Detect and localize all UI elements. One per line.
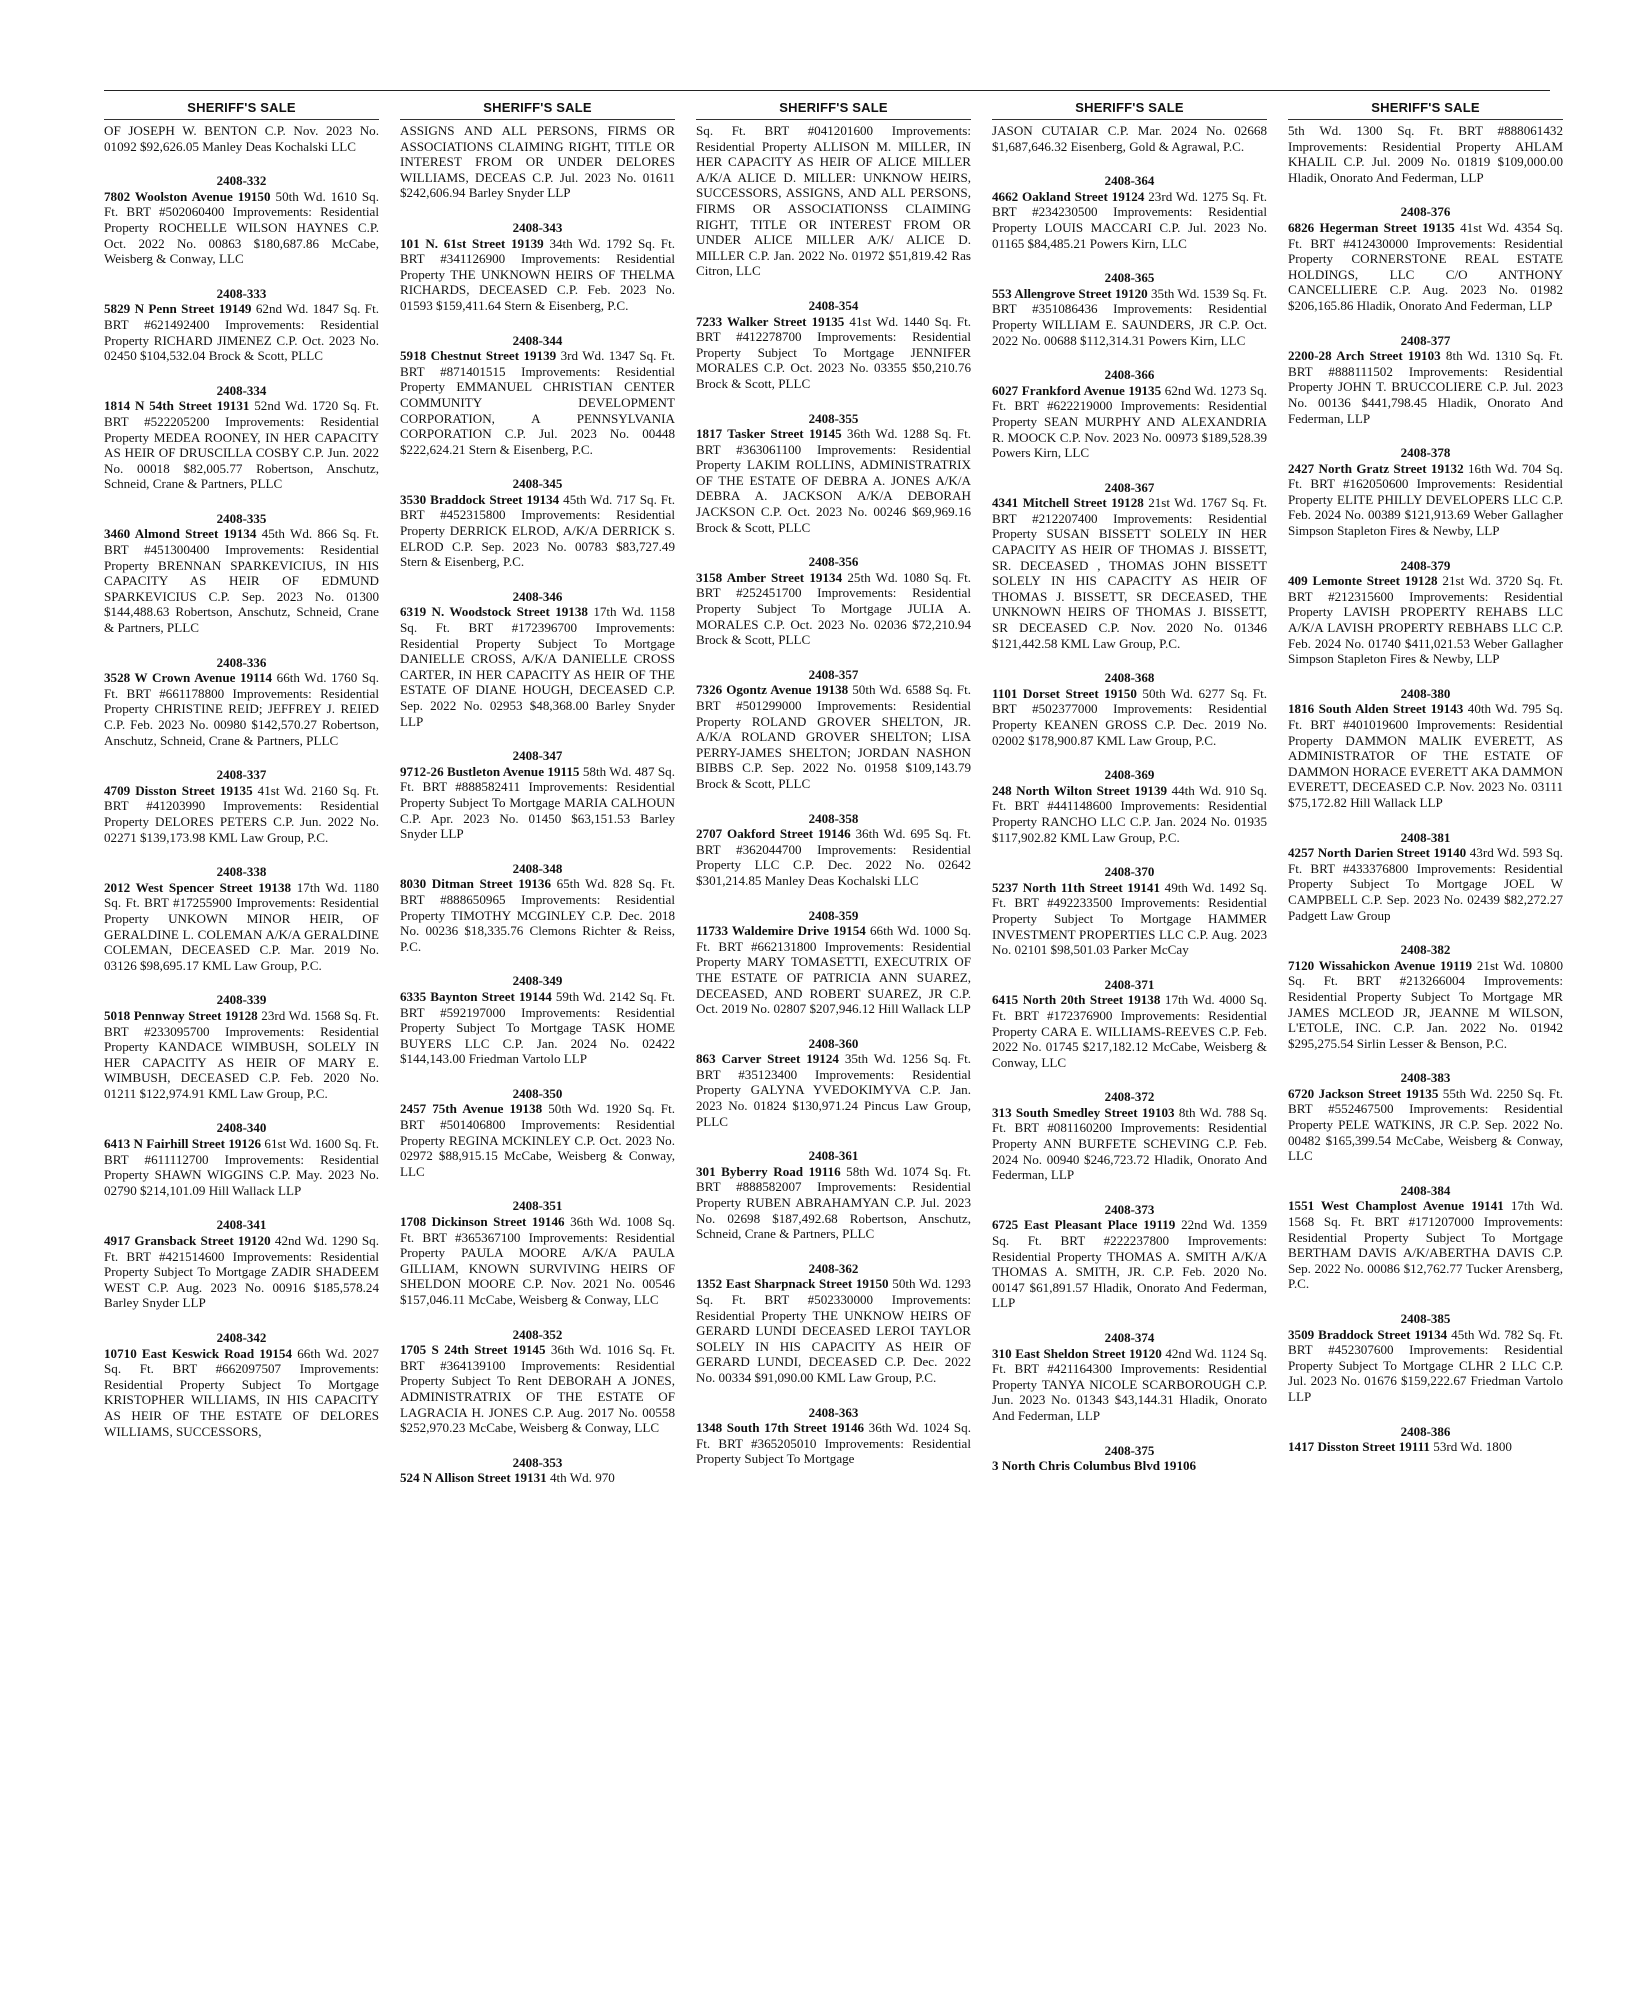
listing-body <box>696 1051 971 1129</box>
listing-details: 50th Wd. 1293 Sq. Ft. BRT #502330000 Improvements: Residential Property THE UNKNOW HEIRS OF GERARD LUNDI DECEASED LEROI TAYLOR SOLELY IN HIS CAPACITY AS HEIR OF GERARD LUNDI, DECEASED C.P. Dec. 2022 No. 00334 $91,090.00 KML Law Group, P.C. <box>696 1276 971 1385</box>
listing-body <box>400 764 675 842</box>
sale-listing <box>400 973 675 1067</box>
listing-details: 66th Wd. 1000 Sq. Ft. BRT #662131800 Improvements: Residential Property MARY TOMASETTI, EXECUTRIX OF THE ESTATE OF PATRICIA ANN SUAREZ, DECEASED, AND ROBERT SUAREZ, JR C.P. Oct. 2019 No. 02807 $207,946.12 Hill Wallack LLP <box>696 923 971 1017</box>
property-address: 4709 Disston Street 19135 <box>104 782 253 798</box>
listing-body <box>104 189 379 267</box>
top-rule <box>104 90 1550 91</box>
listing-body <box>696 1164 971 1242</box>
listing-number: 2408-343 <box>512 219 563 235</box>
sale-listing <box>104 511 379 636</box>
listing-details: 58th Wd. 1074 Sq. Ft. BRT #888582007 Improvements: Residential Property RUBEN ABRAHAMYAN C.P. Jul. 2023 No. 02698 $187,492.68 Robertson, Anschutz, Schneid, Crane & Partners, PLLC <box>696 1163 971 1242</box>
listing-number: 2408-354 <box>808 297 859 313</box>
listing-number: 2408-362 <box>808 1260 859 1276</box>
property-address: 7802 Woolston Avenue 19150 <box>104 188 271 204</box>
property-address: 2427 North Gratz Street 19132 <box>1288 460 1464 476</box>
listing-number: 2408-344 <box>512 332 563 348</box>
listing-details: 62nd Wd. 1847 Sq. Ft. BRT #621492400 Improvements: Residential Property RICHARD JIMENEZ C.P. Oct. 2023 No. 02450 $104,532.04 Brock & Scott, PLLC <box>104 301 379 364</box>
listing-details: 25th Wd. 1080 Sq. Ft. BRT #252451700 Improvements: Residential Property Subject To Mortgage JULIA A. MORALES C.P. Oct. 2023 No. 02036 $72,210.94 Brock & Scott, PLLC <box>696 569 971 648</box>
property-address: 7233 Walker Street 19135 <box>696 313 845 329</box>
sale-listing <box>992 1089 1267 1183</box>
sale-listing <box>104 767 379 845</box>
listing-details: 42nd Wd. 1124 Sq. Ft. BRT #421164300 Improvements: Residential Property TANYA NICOLE SCARBOROUGH C.P. Jun. 2023 No. 01343 $43,144.31 Hladik, Onorato And Federman, LLP <box>992 1345 1267 1423</box>
sale-listing <box>992 767 1267 845</box>
listing-details: 59th Wd. 2142 Sq. Ft. BRT #592197000 Improvements: Residential Property Subject To Mortgage TASK HOME BUYERS LLC C.P. Jan. 2024 No. 02422 $144,143.00 Friedman Vartolo LLP <box>400 988 675 1067</box>
sale-listing <box>696 1148 971 1242</box>
listing-number: 2408-364 <box>1104 173 1155 189</box>
listing-body <box>104 783 379 845</box>
sale-listing <box>400 1327 675 1436</box>
sale-listing <box>992 864 1267 958</box>
property-address: 6413 N Fairhill Street 19126 <box>104 1136 262 1152</box>
continued-text: 5th Wd. 1300 Sq. Ft. BRT #888061432 Improvements: Residential Property AHLAM KHALIL C.P. Jul. 2009 No. 01819 $109,000.00 Hladik, Onorato And Federman, LLP <box>1288 123 1563 185</box>
property-address: 1705 S 24th Street 19145 <box>400 1342 546 1358</box>
listing-body <box>1288 845 1563 923</box>
listing-body <box>1288 701 1563 810</box>
listing-number: 2408-333 <box>216 285 267 301</box>
sale-listing <box>104 1120 379 1198</box>
listing-body <box>400 1470 675 1486</box>
listing-number: 2408-381 <box>1400 829 1451 845</box>
continued-text: JASON CUTAIAR C.P. Mar. 2024 No. 02668 $1,687,646.32 Eisenberg, Gold & Agrawal, P.C. <box>992 123 1267 154</box>
column-5 <box>1288 100 1563 1980</box>
listing-body <box>696 570 971 648</box>
listing-details: 42nd Wd. 1290 Sq. Ft. BRT #421514600 Improvements: Residential Property Subject To Mortgage ZADIR SHADEEM WEST C.P. Aug. 2023 No. 00916 $185,578.24 Barley Snyder LLP <box>104 1233 379 1311</box>
property-address: 313 South Smedley Street 19103 <box>992 1104 1175 1120</box>
listing-number: 2408-379 <box>1400 557 1451 573</box>
listing-number: 2408-335 <box>216 510 267 526</box>
listing-number: 2408-376 <box>1400 204 1451 220</box>
listing-number: 2408-353 <box>512 1454 563 1470</box>
listing-number: 2408-345 <box>512 476 563 492</box>
sale-listing <box>992 670 1267 748</box>
property-address: 101 N. 61st Street 19139 <box>400 235 544 251</box>
listing-number: 2408-368 <box>1104 670 1155 686</box>
listing-number: 2408-356 <box>808 554 859 570</box>
listing-number: 2408-352 <box>512 1326 563 1342</box>
sale-listing <box>696 1405 971 1467</box>
listing-number: 2408-371 <box>1104 976 1155 992</box>
listing-number: 2408-375 <box>1104 1442 1155 1458</box>
property-address: 2457 75th Avenue 19138 <box>400 1101 543 1117</box>
listing-body <box>992 189 1267 251</box>
listing-body <box>992 992 1267 1070</box>
column-4 <box>992 100 1267 1980</box>
listing-body <box>696 426 971 535</box>
column-header: SHERIFF'S SALE <box>1288 100 1563 120</box>
listing-number: 2408-373 <box>1104 1201 1155 1217</box>
listing-number: 2408-349 <box>512 973 563 989</box>
listing-details: 34th Wd. 1792 Sq. Ft. BRT #341126900 Improvements: Residential Property THE UNKNOWN HEIRS OF THELMA RICHARDS, DECEASED C.P. Feb. 2023 No. 01593 $159,411.64 Stern & Eisenberg, P.C. <box>400 235 675 313</box>
sale-listing <box>1288 1424 1563 1455</box>
column-body <box>696 123 971 1467</box>
listing-body <box>696 1276 971 1385</box>
listing-details: 36th Wd. 1024 Sq. Ft. BRT #365205010 Improvements: Residential Property Subject To Mortgage <box>696 1420 971 1467</box>
listing-details: 50th Wd. 1610 Sq. Ft. BRT #502060400 Improvements: Residential Property ROCHELLE WILSON HAYNES C.P. Oct. 2022 No. 00863 $180,687.86 McCabe, Weisberg & Conway, LLC <box>104 188 379 267</box>
listing-body <box>992 383 1267 461</box>
property-address: 2707 Oakford Street 19146 <box>696 826 851 842</box>
listing-number: 2408-372 <box>1104 1089 1155 1105</box>
listing-number: 2408-386 <box>1400 1423 1451 1439</box>
sale-listing <box>992 1202 1267 1311</box>
sale-listing <box>992 173 1267 251</box>
listing-body <box>1288 348 1563 426</box>
listing-number: 2408-384 <box>1400 1182 1451 1198</box>
listing-details: 17th Wd. 1158 Sq. Ft. BRT #172396700 Improvements: Residential Property Subject To Mortgage DANIELLE CROSS, A/K/A DANIELLE CROSS CARTER, IN HER CAPACITY AS HEIR OF THE ESTATE OF DIANE HOUGH, DECEASED C.P. Sep. 2022 No. 02953 $48,368.00 Barley Snyder LLP <box>400 604 675 729</box>
property-address: 4917 Gransback Street 19120 <box>104 1233 271 1249</box>
property-address: 6319 N. Woodstock Street 19138 <box>400 604 588 620</box>
property-address: 1551 West Champlost Avenue 19141 <box>1288 1198 1504 1214</box>
listing-details: 21st Wd. 1767 Sq. Ft. BRT #212207400 Improvements: Residential Property SUSAN BISSETT SOLELY IN HER CAPACITY AS HEIR OF THOMAS J. BISSETT, SR. DECEASED , THOMAS JOHN BISSETT SOLELY IN HIS CAPACITY AS HEIR OF THOMAS J. BISSETT, SR DECEASED, THE UNKNOWN HEIRS OF THOMAS J. BISSETT, SR DECEASED C.P. Nov. 2020 No. 01346 $121,442.58 KML Law Group, P.C. <box>992 495 1267 651</box>
listing-details: 23rd Wd. 1275 Sq. Ft. BRT #234230500 Improvements: Residential Property LOUIS MACCARI C.P. Jul. 2023 No. 01165 $84,485.21 Powers Kirn, LLC <box>992 188 1267 251</box>
column-header: SHERIFF'S SALE <box>400 100 675 120</box>
sale-listing <box>400 220 675 314</box>
property-address: 3509 Braddock Street 19134 <box>1288 1326 1448 1342</box>
property-address: 3 North Chris Columbus Blvd 19106 <box>992 1458 1197 1474</box>
continued-text: Sq. Ft. BRT #041201600 Improvements: Residential Property ALLISON M. MILLER, IN HER CAPACITY AS HEIR OF ALICE MILLER A/K/A ALICE D. MILLER: UNKNOW HEIRS, SUCCESSORS, ASSIGNS, AND ALL PERSONS, FIRMS OR ASSOCIATIONSS CLAIMING RIGHT, TITLE OR INTEREST FROM OR UNDER ALICE MILLER A/K/ ALICE D. MILLER C.P. Jan. 2022 No. 01972 $51,819.42 Ras Citron, LLC <box>696 123 971 279</box>
listing-body <box>400 236 675 314</box>
listing-details: 22nd Wd. 1359 Sq. Ft. BRT #222237800 Improvements: Residential Property THOMAS A. SMITH A/K/A THOMAS A. SMITH, JR. C.P. Feb. 2020 No. 00147 $61,891.57 Hladik, Onorato And Federman, LLP <box>992 1217 1267 1311</box>
listing-body <box>104 1233 379 1311</box>
listing-body <box>696 923 971 1017</box>
listing-body <box>400 348 675 457</box>
property-address: 11733 Waldemire Drive 19154 <box>696 923 866 939</box>
listing-details: 65th Wd. 828 Sq. Ft. BRT #888650965 Improvements: Residential Property TIMOTHY MCGINLEY C.P. Dec. 2018 No. 00236 $18,335.76 Clemons Richter & Reiss, P.C. <box>400 876 675 954</box>
sale-listing <box>104 864 379 973</box>
listing-body <box>400 876 675 954</box>
listing-body <box>104 526 379 635</box>
property-address: 301 Byberry Road 19116 <box>696 1163 841 1179</box>
sale-listing <box>1288 1070 1563 1164</box>
sale-listing <box>104 383 379 492</box>
listing-body <box>400 604 675 729</box>
listing-number: 2408-367 <box>1104 479 1155 495</box>
listing-details: 17th Wd. 1568 Sq. Ft. BRT #171207000 Improvements: Residential Property Subject To Mortgage BERTHAM DAVIS A/K/ABERTHA DAVIS C.P. Sep. 2022 No. 00086 $12,762.77 Tucker Arensberg, P.C. <box>1288 1198 1563 1292</box>
sale-listing <box>400 1198 675 1307</box>
listing-number: 2408-346 <box>512 588 563 604</box>
property-address: 1352 East Sharpnack Street 19150 <box>696 1276 889 1292</box>
sale-listing <box>400 1086 675 1180</box>
listing-number: 2408-340 <box>216 1120 267 1136</box>
property-address: 4662 Oakland Street 19124 <box>992 188 1145 204</box>
listing-number: 2408-359 <box>808 907 859 923</box>
listing-number: 2408-338 <box>216 864 267 880</box>
listing-details: 50th Wd. 6277 Sq. Ft. BRT #502377000 Improvements: Residential Property KEANEN GROSS C.P. Dec. 2019 No. 02002 $178,900.87 KML Law Group, P.C. <box>992 685 1267 748</box>
listing-body <box>1288 1198 1563 1292</box>
property-address: 1101 Dorset Street 19150 <box>992 685 1137 701</box>
listing-number: 2408-361 <box>808 1148 859 1164</box>
listing-details: 50th Wd. 1920 Sq. Ft. BRT #501406800 Improvements: Residential Property REGINA MCKINLEY C.P. Oct. 2023 No. 02972 $88,915.15 McCabe, Weisberg & Conway, LLC <box>400 1101 675 1179</box>
listing-number: 2408-337 <box>216 767 267 783</box>
sale-listing <box>696 1261 971 1386</box>
listing-number: 2408-350 <box>512 1085 563 1101</box>
listing-body <box>400 1214 675 1308</box>
column-body <box>400 123 675 1486</box>
listing-details: 61st Wd. 1600 Sq. Ft. BRT #611112700 Improvements: Residential Property SHAWN WIGGINS C.P. May. 2023 No. 02790 $214,101.09 Hill Wallack LLP <box>104 1136 379 1198</box>
listing-body <box>992 686 1267 748</box>
listing-details: 62nd Wd. 1273 Sq. Ft. BRT #622219000 Improvements: Residential Property SEAN MURPHY AND ALEXANDRIA R. MOOCK C.P. Nov. 2023 No. 00973 $189,528.39 Powers Kirn, LLC <box>992 382 1267 461</box>
listing-body <box>104 1008 379 1102</box>
sale-listing <box>696 908 971 1017</box>
listing-number: 2408-378 <box>1400 445 1451 461</box>
column-header: SHERIFF'S SALE <box>104 100 379 120</box>
listing-number: 2408-336 <box>216 654 267 670</box>
listing-details: 35th Wd. 1256 Sq. Ft. BRT #35123400 Improvements: Residential Property GALYNA YVEDOKIMYVA C.P. Jan. 2023 No. 01824 $130,971.24 Pincus Law Group, PLLC <box>696 1051 971 1129</box>
sale-listing <box>1288 445 1563 539</box>
listing-body <box>400 989 675 1067</box>
listing-number: 2408-365 <box>1104 270 1155 286</box>
property-address: 2200-28 Arch Street 19103 <box>1288 348 1441 364</box>
listing-number: 2408-341 <box>216 1217 267 1233</box>
sale-listing <box>1288 830 1563 924</box>
property-address: 1417 Disston Street 19111 <box>1288 1439 1430 1455</box>
property-address: 310 East Sheldon Street 19120 <box>992 1345 1162 1361</box>
listing-body <box>104 880 379 974</box>
listing-body <box>1288 220 1563 314</box>
listing-number: 2408-334 <box>216 382 267 398</box>
sale-listing <box>400 748 675 842</box>
sale-listing <box>104 992 379 1101</box>
sale-listing <box>992 480 1267 652</box>
property-address: 3460 Almond Street 19134 <box>104 526 257 542</box>
column-body <box>104 123 379 1439</box>
property-address: 863 Carver Street 19124 <box>696 1051 839 1067</box>
listing-details: 21st Wd. 10800 Sq. Ft. BRT #213266004 Improvements: Residential Property Subject To Mortgage MR JAMES MCLEOD JR, JEANNE M WILSON, L'ETOLE, INC. C.P. Jan. 2022 No. 01942 $295,275.54 Sirlin Lesser & Benson, P.C. <box>1288 957 1563 1051</box>
sale-listing <box>696 667 971 792</box>
listing-details: 66th Wd. 2027 Sq. Ft. BRT #662097507 Improvements: Residential Property Subject To Mortgage KRISTOPHER WILLIAMS, IN HIS CAPACITY AS HEIR OF THE ESTATE OF DELORES WILLIAMS, SUCCESSORS, <box>104 1345 379 1439</box>
property-address: 409 Lemonte Street 19128 <box>1288 573 1438 589</box>
listing-details: 36th Wd. 1016 Sq. Ft. BRT #364139100 Improvements: Residential Property Subject To Rent DEBORAH A JONES, ADMINISTRATRIX OF THE ESTATE OF LAGRACIA H. JONES C.P. Aug. 2017 No. 00558 $252,970.23 McCabe, Weisberg & Conway, LLC <box>400 1342 675 1436</box>
listing-body <box>992 783 1267 845</box>
listing-details: 16th Wd. 704 Sq. Ft. BRT #162050600 Improvements: Residential Property ELITE PHILLY DEVELOPERS LLC C.P. Feb. 2024 No. 00389 $121,913.69 Weber Gallagher Simpson Stapleton Fires & Newby, LLP <box>1288 460 1563 539</box>
property-address: 6720 Jackson Street 19135 <box>1288 1085 1439 1101</box>
sale-listing <box>400 1455 675 1486</box>
listing-body <box>1288 461 1563 539</box>
property-address: 7326 Ogontz Avenue 19138 <box>696 682 849 698</box>
listing-number: 2408-369 <box>1104 767 1155 783</box>
listing-body <box>400 1101 675 1179</box>
listing-body <box>1288 958 1563 1052</box>
listing-details: 45th Wd. 782 Sq. Ft. BRT #452307600 Improvements: Residential Property Subject To Mortgage CLHR 2 LLC C.P. Jul. 2023 No. 01676 $159,222.67 Friedman Vartolo LLP <box>1288 1326 1563 1404</box>
property-address: 3158 Amber Street 19134 <box>696 569 843 585</box>
listing-body <box>992 1458 1267 1474</box>
sale-listing <box>696 411 971 536</box>
property-address: 5918 Chestnut Street 19139 <box>400 348 557 364</box>
listing-body <box>104 1346 379 1440</box>
sale-listing <box>1288 1183 1563 1292</box>
listing-body <box>1288 1439 1563 1455</box>
property-address: 4257 North Darien Street 19140 <box>1288 845 1467 861</box>
listing-number: 2408-347 <box>512 748 563 764</box>
column-body <box>992 123 1267 1474</box>
listing-body <box>992 1105 1267 1183</box>
listing-details: 3rd Wd. 1347 Sq. Ft. BRT #871401515 Improvements: Residential Property EMMANUEL CHRISTIAN CENTER COMMUNITY DEVELOPMENT CORPORATION, A PENNSYLVANIA CORPORATION C.P. Jul. 2023 No. 00448 $222,624.21 Stern & Eisenberg, P.C. <box>400 348 675 457</box>
property-address: 6826 Hegerman Street 19135 <box>1288 219 1455 235</box>
listing-details: 49th Wd. 1492 Sq. Ft. BRT #492233500 Improvements: Residential Property Subject To Mortgage HAMMER INVESTMENT PROPERTIES LLC C.P. Aug. 2023 No. 02101 $98,501.03 Parker McCay <box>992 879 1267 958</box>
listing-number: 2408-342 <box>216 1330 267 1345</box>
listing-number: 2408-360 <box>808 1035 859 1051</box>
listing-number: 2408-366 <box>1104 367 1155 383</box>
property-address: 7120 Wissahickon Avenue 19119 <box>1288 957 1473 973</box>
listing-details: 17th Wd. 1180 Sq. Ft. BRT #17255900 Improvements: Residential Property UNKOWN MINOR HEIR, OF GERALDINE L. COLEMAN A/K/A GERALDINE COLEMAN, DECEASED C.P. Mar. 2019 No. 03126 $98,695.17 KML Law Group, P.C. <box>104 879 379 973</box>
listing-details: 21st Wd. 3720 Sq. Ft. BRT #212315600 Improvements: Residential Property LAVISH PROPERTY REHABS LLC A/K/A LAVISH PROPERTY REBHABS LLC C.P. Feb. 2024 No. 01740 $411,021.53 Weber Gallagher Simpson Stapleton Fires & Newby, LLP <box>1288 573 1563 667</box>
continued-text: OF JOSEPH W. BENTON C.P. Nov. 2023 No. 01092 $92,626.05 Manley Deas Kochalski LLC <box>104 123 379 154</box>
listing-details: 23rd Wd. 1568 Sq. Ft. BRT #233095700 Improvements: Residential Property KANDACE WIMBUSH, SOLELY IN HER CAPACITY AS HEIR OF MARY E. WIMBUSH, DECEASED C.P. Feb. 2020 No. 01211 $122,974.91 KML Law Group, P.C. <box>104 1007 379 1101</box>
listing-number: 2408-377 <box>1400 332 1451 348</box>
property-address: 10710 East Keswick Road 19154 <box>104 1345 293 1361</box>
column-header: SHERIFF'S SALE <box>992 100 1267 120</box>
sale-listing <box>104 173 379 267</box>
listing-details: 50th Wd. 6588 Sq. Ft. BRT #501299000 Improvements: Residential Property ROLAND GROVER SHELTON, JR. A/K/A ROLAND GROVER SHELTON; LISA PERRY-JAMES SHELTON; JORDAN NASHON BIBBS C.P. Sep. 2022 No. 01958 $109,143.79 Brock & Scott, PLLC <box>696 682 971 791</box>
listing-number: 2408-357 <box>808 666 859 682</box>
sale-listing <box>104 655 379 749</box>
sale-listing <box>1288 558 1563 667</box>
listing-body <box>1288 1327 1563 1405</box>
property-address: 524 N Allison Street 19131 <box>400 1470 547 1486</box>
listing-body <box>104 301 379 363</box>
sale-listing <box>992 270 1267 348</box>
listing-details: 55th Wd. 2250 Sq. Ft. BRT #552467500 Improvements: Residential Property PELE WATKINS, JR C.P. Sep. 2022 No. 00482 $165,399.54 McCabe, Weisberg & Conway, LLC <box>1288 1085 1563 1164</box>
sale-listing <box>696 1036 971 1130</box>
property-address: 1816 South Alden Street 19143 <box>1288 701 1464 717</box>
listing-details: 35th Wd. 1539 Sq. Ft. BRT #351086436 Improvements: Residential Property WILLIAM E. SAUNDERS, JR C.P. Oct. 2022 No. 00688 $112,314.31 Powers Kirn, LLC <box>992 285 1267 348</box>
listing-body <box>696 1420 971 1467</box>
listing-body <box>992 880 1267 958</box>
listing-details: 43rd Wd. 593 Sq. Ft. BRT #433376800 Improvements: Residential Property Subject To Mortgage JOEL W CAMPBELL C.P. Sep. 2023 No. 02439 $82,272.27 Padgett Law Group <box>1288 845 1563 923</box>
property-address: 5829 N Penn Street 19149 <box>104 301 252 317</box>
sale-listing <box>1288 686 1563 811</box>
listing-details: 41st Wd. 4354 Sq. Ft. BRT #412430000 Improvements: Residential Property CORNERSTONE REAL ESTATE HOLDINGS, LLC C/O ANTHONY CANCELLIERE C.P. Aug. 2023 No. 01982 $206,165.86 Hladik, Onorato And Federman, LLP <box>1288 219 1563 313</box>
listing-number: 2408-348 <box>512 860 563 876</box>
listing-body <box>104 670 379 748</box>
property-address: 1817 Tasker Street 19145 <box>696 426 842 442</box>
listing-body <box>992 1217 1267 1311</box>
property-address: 1708 Dickinson Street 19146 <box>400 1214 565 1230</box>
sale-listing <box>992 1330 1267 1424</box>
sale-listing <box>1288 942 1563 1051</box>
listing-number: 2408-383 <box>1400 1070 1451 1086</box>
listing-body <box>696 826 971 888</box>
listing-details: 66th Wd. 1760 Sq. Ft. BRT #661178800 Improvements: Residential Property CHRISTINE REID; JEFFREY J. REIED C.P. Feb. 2023 No. 00980 $142,570.27 Robertson, Anschutz, Schneid, Crane & Partners, PLLC <box>104 670 379 748</box>
listing-details: 53rd Wd. 1800 <box>1433 1439 1512 1455</box>
listing-number: 2408-382 <box>1400 942 1451 958</box>
property-address: 2012 West Spencer Street 19138 <box>104 879 292 895</box>
listing-details: 4th Wd. 970 <box>549 1470 615 1486</box>
listing-body <box>104 1136 379 1198</box>
sale-listing <box>696 554 971 648</box>
listing-number: 2408-332 <box>216 173 267 189</box>
property-address: 8030 Ditman Street 19136 <box>400 876 552 892</box>
listing-number: 2408-380 <box>1400 685 1451 701</box>
property-address: 1348 South 17th Street 19146 <box>696 1420 865 1436</box>
listing-body <box>1288 573 1563 667</box>
listing-number: 2408-363 <box>808 1404 859 1420</box>
sale-listing <box>400 476 675 570</box>
listing-number: 2408-358 <box>808 810 859 826</box>
listing-body <box>1288 1086 1563 1164</box>
listing-body <box>696 314 971 392</box>
listing-details: 8th Wd. 788 Sq. Ft. BRT #081160200 Improvements: Residential Property ANN BURFETE SCHEVING C.P. Feb. 2024 No. 00940 $246,723.72 Hladik, Onorato And Federman, LLP <box>992 1104 1267 1183</box>
property-address: 3530 Braddock Street 19134 <box>400 491 560 507</box>
listing-number: 2408-370 <box>1104 864 1155 880</box>
listing-details: 8th Wd. 1310 Sq. Ft. BRT #888111502 Improvements: Residential Property JOHN T. BRUCCOLIERE C.P. Jul. 2023 No. 00136 $441,798.45 Hladik, Onorato And Federman, LLP <box>1288 348 1563 426</box>
property-address: 5237 North 11th Street 19141 <box>992 879 1161 895</box>
listing-details: 41st Wd. 1440 Sq. Ft. BRT #412278700 Improvements: Residential Property Subject To Mortgage JENNIFER MORALES C.P. Oct. 2023 No. 03355 $50,210.76 Brock & Scott, PLLC <box>696 313 971 391</box>
listing-number: 2408-351 <box>512 1198 563 1214</box>
sale-listing <box>104 286 379 364</box>
listing-body <box>696 682 971 791</box>
listing-body <box>992 1346 1267 1424</box>
listing-body <box>104 398 379 492</box>
property-address: 6335 Baynton Street 19144 <box>400 988 552 1004</box>
column-1 <box>104 100 379 1980</box>
sale-listing <box>400 589 675 729</box>
listing-details: 45th Wd. 866 Sq. Ft. BRT #451300400 Improvements: Residential Property BRENNAN SPARKEVICIUS, IN HIS CAPACITY AS HEIR OF EDMUND SPARKEVICIUS C.P. Sep. 2023 No. 01300 $144,488.63 Robertson, Anschutz, Schneid, Crane & Partners, PLLC <box>104 526 379 636</box>
listing-body <box>400 492 675 570</box>
listing-details: 40th Wd. 795 Sq. Ft. BRT #401019600 Improvements: Residential Property DAMMON MALIK EVERETT, AS ADMINISTRATOR OF THE ESTATE OF DAMMON HORACE EVERETT AKA DAMMON EVERETT, DECEASED C.P. Nov. 2023 No. 03111 $75,172.82 Hill Wallack LLP <box>1288 701 1563 810</box>
sale-listing <box>104 1217 379 1311</box>
sale-listing <box>992 367 1267 461</box>
sale-listing <box>400 333 675 458</box>
property-address: 553 Allengrove Street 19120 <box>992 285 1148 301</box>
continued-text: ASSIGNS AND ALL PERSONS, FIRMS OR ASSOCIATIONS CLAIMING RIGHT, TITLE OR INTEREST FROM OR UNDER DELORES WILLIAMS, DECEAS C.P. Jul. 2023 No. 01611 $242,606.94 Barley Snyder LLP <box>400 123 675 201</box>
property-address: 3528 W Crown Avenue 19114 <box>104 670 273 686</box>
listing-body <box>992 495 1267 651</box>
sale-listing <box>696 811 971 889</box>
listing-details: 17th Wd. 4000 Sq. Ft. BRT #172376900 Improvements: Residential Property CARA E. WILLIAMS-REEVES C.P. Feb. 2022 No. 01745 $217,182.12 McCabe, Weisberg & Conway, LLC <box>992 992 1267 1070</box>
property-address: 6725 East Pleasant Place 19119 <box>992 1217 1176 1233</box>
sale-listing <box>696 298 971 392</box>
property-address: 6027 Frankford Avenue 19135 <box>992 382 1162 398</box>
listing-details: 36th Wd. 1288 Sq. Ft. BRT #363061100 Improvements: Residential Property LAKIM ROLLINS, ADMINISTRATRIX OF THE ESTATE OF DEBRA A. JONES A/K/A DEBRA A. JACKSON A/K/A DEBORAH JACKSON C.P. Oct. 2023 No. 00246 $69,969.16 Brock & Scott, PLLC <box>696 426 971 535</box>
sale-listing <box>992 977 1267 1071</box>
listing-number: 2408-385 <box>1400 1311 1451 1326</box>
listing-number: 2408-355 <box>808 410 859 426</box>
sale-listing <box>992 1443 1267 1474</box>
column-header: SHERIFF'S SALE <box>696 100 971 120</box>
sale-listing <box>400 861 675 955</box>
listing-details: 45th Wd. 717 Sq. Ft. BRT #452315800 Improvements: Residential Property DERRICK ELROD, A/K/A DERRICK S. ELROD C.P. Sep. 2023 No. 00783 $83,727.49 Stern & Eisenberg, P.C. <box>400 491 675 570</box>
sale-listing <box>1288 333 1563 427</box>
listing-number: 2408-374 <box>1104 1330 1155 1345</box>
property-address: 5018 Pennway Street 19128 <box>104 1007 258 1023</box>
listing-body <box>992 286 1267 348</box>
listing-details: 44th Wd. 910 Sq. Ft. BRT #441148600 Improvements: Residential Property RANCHO LLC C.P. Jan. 2024 No. 01935 $117,902.82 KML Law Group, P.C. <box>992 782 1267 845</box>
column-body <box>1288 123 1563 1455</box>
property-address: 4341 Mitchell Street 19128 <box>992 495 1144 511</box>
column-3 <box>696 100 971 1980</box>
listing-details: 52nd Wd. 1720 Sq. Ft. BRT #522205200 Improvements: Residential Property MEDEA ROONEY, IN HER CAPACITY AS HEIR OF DRUSCILLA COSBY C.P. Jun. 2022 No. 00018 $82,005.77 Robertson, Anschutz, Schneid, Crane & Partners, PLLC <box>104 398 379 492</box>
listing-details: 41st Wd. 2160 Sq. Ft. BRT #41203990 Improvements: Residential Property DELORES PETERS C.P. Jun. 2022 No. 02271 $139,173.98 KML Law Group, P.C. <box>104 782 379 845</box>
property-address: 9712-26 Bustleton Avenue 19115 <box>400 763 580 779</box>
sale-listing <box>104 1330 379 1439</box>
property-address: 248 North Wilton Street 19139 <box>992 782 1168 798</box>
sale-listing <box>1288 1311 1563 1405</box>
sale-listing <box>1288 204 1563 313</box>
property-address: 1814 N 54th Street 19131 <box>104 398 250 414</box>
listing-details: 36th Wd. 695 Sq. Ft. BRT #362044700 Improvements: Residential Property LLC C.P. Dec. 2022 No. 02642 $301,214.85 Manley Deas Kochalski LLC <box>696 826 971 888</box>
listing-details: 58th Wd. 487 Sq. Ft. BRT #888582411 Improvements: Residential Property Subject To Mortgage MARIA CALHOUN C.P. Apr. 2023 No. 01450 $63,151.53 Barley Snyder LLP <box>400 763 675 842</box>
listing-details: 36th Wd. 1008 Sq. Ft. BRT #365367100 Improvements: Residential Property PAULA MOORE A/K/A PAULA GILLIAM, KNOWN SURVIVING HEIRS OF SHELDON MOORE C.P. Nov. 2021 No. 00546 $157,046.11 McCabe, Weisberg & Conway, LLC <box>400 1214 675 1307</box>
listing-body <box>400 1342 675 1436</box>
listing-number: 2408-339 <box>216 992 267 1008</box>
property-address: 6415 North 20th Street 19138 <box>992 992 1161 1008</box>
column-2 <box>400 100 675 1980</box>
